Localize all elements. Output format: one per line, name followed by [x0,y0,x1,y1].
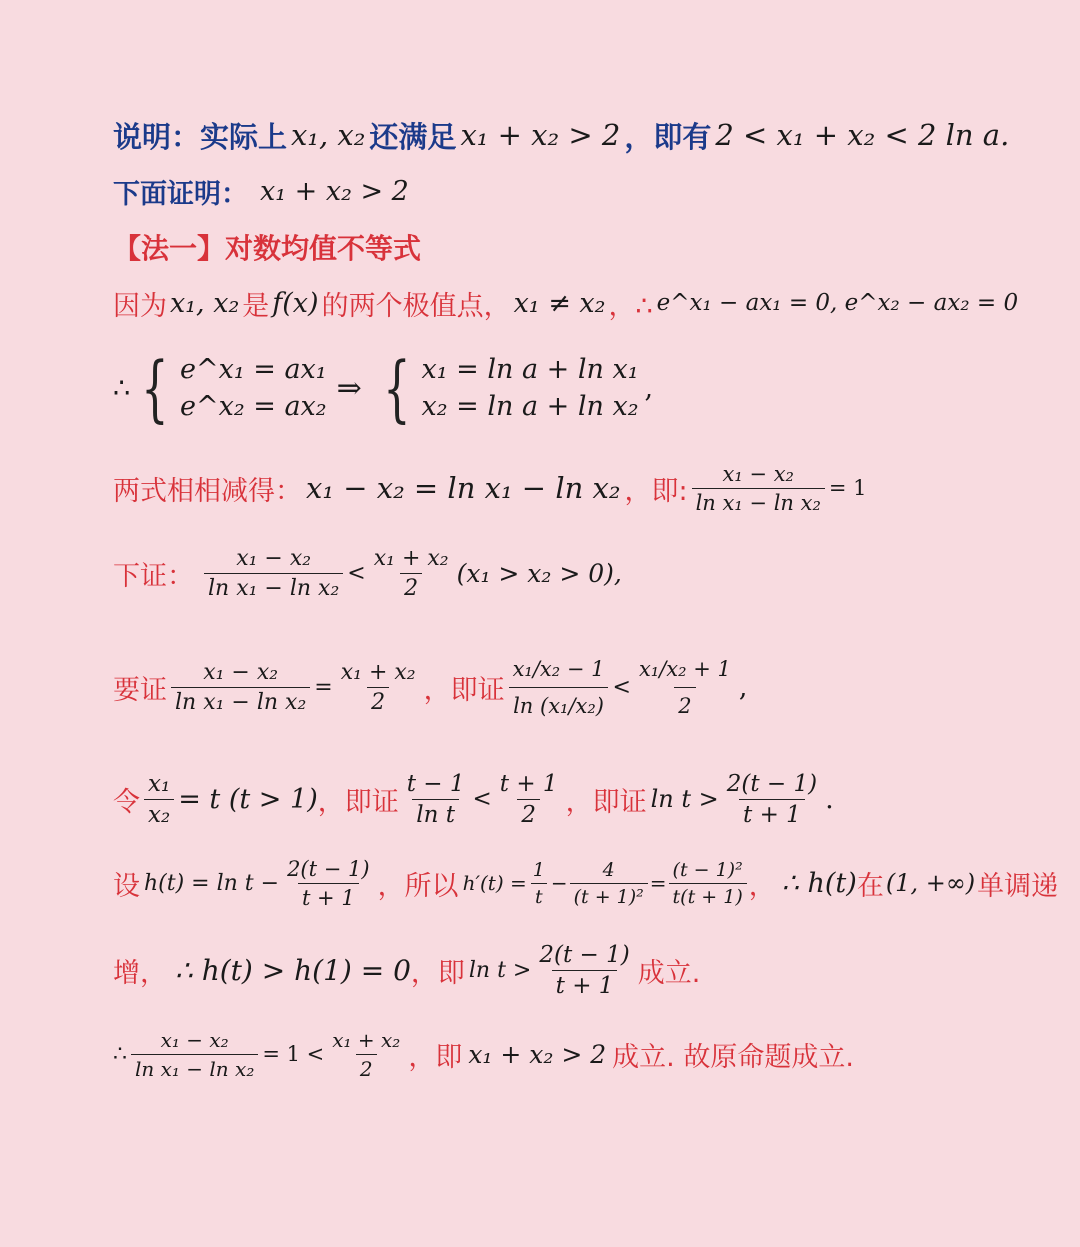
fraction-b [337,660,420,715]
fraction-numerator: x₁ + x₂ [373,545,449,571]
fraction-numerator: x₁ + x₂ [332,1027,401,1052]
fraction-numerator: x₁/x₂ + 1 [638,656,731,681]
fraction-mean [692,462,825,515]
math-eq-1: = 1 [828,476,867,500]
fraction-denominator: t(t + 1) [669,883,747,908]
fraction-4 [570,859,648,908]
prove-math: x₁ + x₂ > 2 [260,175,409,207]
fraction-denominator: ln x₁ − ln x₂ [692,488,825,515]
fraction-t1 [403,771,469,828]
claim-line [113,540,622,606]
fraction-mean [131,1028,258,1081]
extreme-points-line [113,282,1018,324]
fraction-numerator: 2(t − 1) [539,941,630,968]
math-range: 2 < x₁ + x₂ < 2 ln a. [715,118,1010,152]
math-x1-x2: x₁, x₂ [170,287,240,319]
left-brace-icon: { [382,346,411,430]
text-ie: ，即 [408,1041,463,1073]
equation-system [113,338,653,438]
fraction-numerator: 4 [602,858,615,881]
note-lead: 说明：实际上 [113,119,288,154]
text-is: 是 [242,290,270,322]
text-let: 令 [113,786,140,818]
system-row-3: x₁ = ln a + ln x₁ [421,354,639,385]
fraction-denominator: 2 [674,687,695,718]
equivalent-line [113,628,747,746]
fraction-final [535,942,633,999]
fraction-numerator: x₁ − x₂ [203,659,279,685]
fraction-denominator: t + 1 [298,883,359,910]
text-let-h: 设 [113,870,140,902]
fraction-denominator: 2 [517,799,540,828]
text-so: ，所以 [377,870,459,902]
equals: = [649,871,667,895]
less-than: < [472,786,492,812]
fraction-numerator: x₁ [148,770,171,797]
text-monotone: 单调递 [977,870,1059,902]
fraction-numerator: t + 1 [499,770,558,797]
fraction-t2 [496,771,562,828]
therefore-symbol: ∴ [113,372,131,404]
less-than: < [347,560,366,586]
method-heading [113,226,421,268]
fraction-denominator: 2 [367,687,389,715]
text-ie-prove: ，即证 [317,786,399,818]
fraction-numerator: x₁/x₂ − 1 [512,656,605,681]
comma: , [738,671,748,703]
text-ie-prove: ，即证 [565,786,647,818]
system-row-1: e^x₁ = ax₁ [180,354,327,385]
fraction-h [283,857,374,910]
text-ie-prove: ，即证 [423,674,505,706]
math-h-positive: ∴ h(t) > h(1) = 0 [175,953,411,987]
text-holds: 成立. [637,957,701,989]
text-increasing: 增， [113,957,167,989]
fraction-denominator: ln t [412,799,459,828]
condition: (x₁ > x₂ > 0), [456,558,622,588]
fraction-ratio [144,771,174,828]
fraction-numerator: t − 1 [406,770,465,797]
system-row-4: x₂ = ln a + ln x₂ [421,391,639,422]
system-left [180,354,327,422]
fraction-numerator: 2(t − 1) [726,770,818,797]
math-therefore-h: ∴ h(t) [781,867,857,899]
fraction-numerator: x₁ − x₂ [160,1027,229,1052]
fraction-a [171,660,310,715]
fraction-denominator: (t + 1)² [570,883,648,908]
math-interval: (1, +∞) [885,869,976,897]
math-x1-neq-x2: x₁ ≠ x₂ [513,287,606,319]
prove-line [113,170,409,212]
fraction-denominator: 2 [400,573,422,601]
fraction-numerator: x₁ − x₂ [236,545,312,571]
system-right [422,354,639,422]
fraction-denominator: ln (x₁/x₂) [509,687,608,718]
text-on: 在 [856,870,884,902]
math-lnt: ln t > [650,785,719,813]
final-line [113,1022,854,1086]
system-row-2: e^x₂ = ax₂ [180,391,327,422]
text-show: 下证： [113,560,194,592]
math-fx: f(x) [272,287,319,319]
substitution-line [113,764,834,834]
fraction-right [370,546,453,601]
fraction-denominator: t + 1 [552,970,618,999]
comma: ， [748,870,776,902]
note-mid: 还满足 [369,119,457,154]
conclusion-line [113,936,700,1004]
fraction-numerator: x₁ − x₂ [722,461,794,486]
left-brace-icon: { [141,346,169,430]
text-two-extrema: 的两个极值点， [321,290,511,322]
fraction-numerator: x₁ + x₂ [340,659,416,685]
text-therefore: ，∴ [608,290,653,322]
fraction-left [204,546,343,601]
fraction-numerator: 1 [532,858,545,881]
fraction-numerator: (t − 1)² [672,858,743,881]
fraction-denominator: ln x₁ − ln x₂ [204,573,343,601]
text-qed: 成立. 故原命题成立. [612,1041,854,1073]
math-difference: x₁ − x₂ = ln x₁ − ln x₂ [306,471,621,505]
fraction-denominator: x₂ [144,799,174,828]
text-subtract: 两式相相减得： [113,475,302,507]
text-ie: ，即: [624,475,688,507]
math-sum-gt-2: x₁ + x₂ > 2 [460,118,621,152]
fraction-denominator: ln x₁ − ln x₂ [171,687,310,715]
fraction-denominator: ln x₁ − ln x₂ [131,1054,258,1081]
less-than: < [612,674,631,700]
math-h-def: h(t) = ln t − [144,870,280,896]
math-lnt: ln t > [468,957,532,983]
text-because: 因为 [113,290,167,322]
math-t: = t (t > 1) [178,783,318,815]
fraction-denominator: 2 [356,1054,377,1081]
prove-lead: 下面证明： [113,178,248,210]
text-ie: ，即 [410,957,465,989]
subtract-line [113,456,867,520]
fraction-denominator: t + 1 [739,799,805,828]
fraction-denominator: t [531,883,547,908]
comma: , [644,372,654,404]
fraction-numerator: 2(t − 1) [287,856,370,881]
period: . [825,783,834,815]
minus: − [550,871,568,895]
note-line [113,113,1009,157]
math-h-prime: h′(t) = [462,871,527,895]
fraction-square [669,859,747,908]
function-line [113,850,1058,916]
method-title: 【法一】对数均值不等式 [113,232,422,265]
therefore-symbol: ∴ [113,1041,127,1067]
fraction-avg [328,1028,404,1081]
math-eq-1-lt: = 1 < [262,1042,325,1066]
math-x1-x2: x₁, x₂ [291,118,366,152]
math-sum-gt-2: x₁ + x₂ > 2 [468,1039,607,1069]
equals: = [314,674,333,700]
fraction-c [509,657,609,718]
fraction-t3 [723,771,821,828]
text-to-prove: 要证 [113,674,167,706]
implies-arrow: ⇒ [336,370,362,406]
note-sep: ，即有 [624,119,712,154]
math-equations: e^x₁ − ax₁ = 0, e^x₂ − ax₂ = 0 [656,290,1019,316]
fraction-1-t [529,859,549,908]
fraction-d [635,657,735,718]
